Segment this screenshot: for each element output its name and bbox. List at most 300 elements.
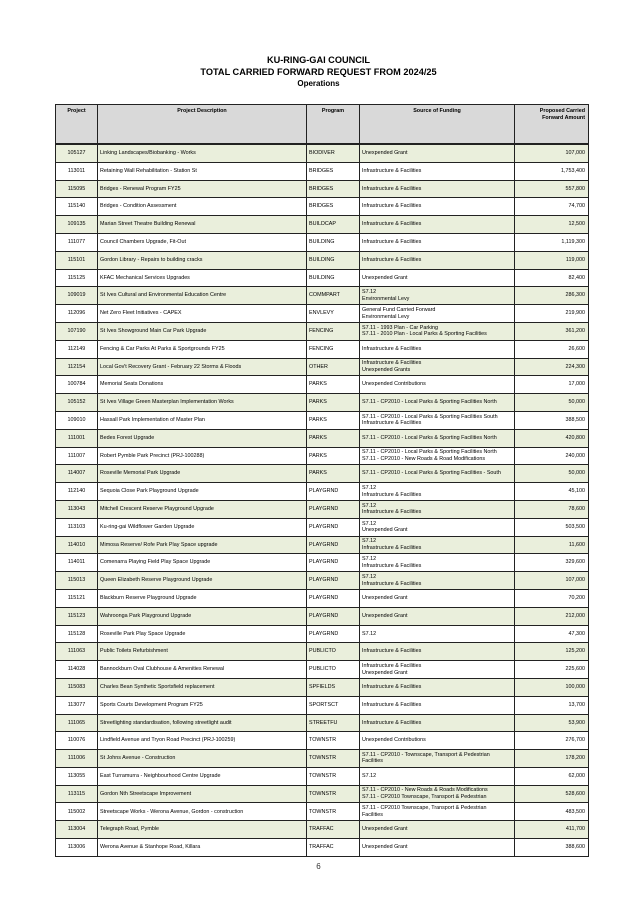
project-description-cell: Memorial Seats Donations (98, 376, 307, 394)
project-description-cell: Werona Avenue & Stanhope Road, Killara (98, 839, 307, 857)
funding-source-cell (360, 803, 515, 821)
table-row (56, 411, 589, 429)
project-description-cell: Gordon Library - Repairs to building cracks (98, 251, 307, 269)
project-number-cell: 100784 (56, 376, 98, 394)
project-description-cell: Streetlighting standardisation, following streetlight audit (98, 714, 307, 732)
project-number-cell: 109019 (56, 287, 98, 305)
project-description-cell: KFAC Mechanical Services Upgrades (98, 269, 307, 287)
project-description-cell: Local Gov't Recovery Grant - February 22 Storms & Floods (98, 358, 307, 376)
program-cell: TOWNSTR (307, 750, 360, 768)
funding-source-cell (360, 821, 515, 839)
program-cell: FENCING (307, 340, 360, 358)
program-cell: TOWNSTR (307, 767, 360, 785)
project-number-cell: 109010 (56, 411, 98, 429)
project-description-cell: St Johns Avenue - Construction (98, 750, 307, 768)
funding-source-line: Unexpended Grants (362, 366, 411, 373)
program-cell: COMMPART (307, 287, 360, 305)
project-description-cell: Retaining Wall Rehabilitation - Station St (98, 162, 307, 180)
amount-cell: 225,600 (515, 661, 589, 679)
amount-cell: 329,600 (515, 554, 589, 572)
program-cell: PLAYGRND (307, 518, 360, 536)
table-header-row (56, 105, 589, 145)
funding-source-cell (360, 839, 515, 857)
amount-header-line: Proposed Carried (539, 108, 585, 114)
funding-source-cell (360, 500, 515, 518)
program-cell: PLAYGRND (307, 554, 360, 572)
program-cell: OTHER (307, 358, 360, 376)
project-description-cell: Bridges - Condition Assessment (98, 198, 307, 216)
funding-source-cell (360, 287, 515, 305)
project-number-cell: 113077 (56, 696, 98, 714)
funding-source-line: Facilities (362, 758, 383, 765)
funding-source-line: Unexpended Grant (362, 669, 408, 676)
funding-source-line: S7.11 - CP2010 Townscape, Transport & Pedestrian (362, 805, 487, 812)
funding-source-line: Unexpended Grant (362, 844, 408, 851)
amount-cell: 74,700 (515, 198, 589, 216)
column-header-description: Project Description (98, 105, 307, 145)
amount-cell: 212,000 (515, 607, 589, 625)
funding-source-line: Infrastructure & Facilities (362, 221, 422, 228)
funding-source-cell (360, 767, 515, 785)
project-number-cell: 115101 (56, 251, 98, 269)
program-cell: BUILDING (307, 233, 360, 251)
program-cell: PLAYGRND (307, 572, 360, 590)
funding-source-line: S7.12 (362, 502, 377, 509)
project-description-cell: Hassall Park Implementation of Master Plan (98, 411, 307, 429)
amount-cell: 286,300 (515, 287, 589, 305)
project-number-cell: 115002 (56, 803, 98, 821)
funding-source-line: S7.12 (362, 556, 377, 563)
organisation-name: KU-RING-GAI COUNCIL (266, 55, 371, 65)
project-number-cell: 115095 (56, 180, 98, 198)
program-cell: SPFIELDS (307, 678, 360, 696)
table-row (56, 839, 589, 857)
funding-source-line: Unexpended Grant (362, 274, 408, 281)
funding-source-line: S7.12 (362, 484, 377, 491)
funding-source-cell (360, 785, 515, 803)
amount-cell: 17,000 (515, 376, 589, 394)
funding-source-line: S7.12 (362, 772, 377, 779)
amount-cell: 1,753,400 (515, 162, 589, 180)
table-row (56, 340, 589, 358)
project-description-cell: Lindfield Avenue and Tryon Road Precinct (PRJ-100259) (98, 732, 307, 750)
funding-source-cell (360, 269, 515, 287)
funding-source-line: Unexpended Grant (362, 595, 408, 602)
project-description-cell: Bannockburn Oval Clubhouse & Amenities Renewal (98, 661, 307, 679)
amount-cell: 503,500 (515, 518, 589, 536)
program-cell: PARKS (307, 376, 360, 394)
funding-source-line: Infrastructure & Facilities (362, 509, 422, 516)
funding-source-line: S7.11 - CP2010 Townscape, Transport & Pedestrian (362, 794, 487, 801)
amount-cell: 62,000 (515, 767, 589, 785)
program-cell: BUILDCAP (307, 216, 360, 234)
program-cell: BRIDGES (307, 180, 360, 198)
table-row (56, 714, 589, 732)
project-description-cell: Telegraph Road, Pymble (98, 821, 307, 839)
funding-source-cell (360, 607, 515, 625)
funding-source-line: Environmental Levy (362, 295, 410, 302)
table-row (56, 643, 589, 661)
table-row (56, 803, 589, 821)
funding-source-line: General Fund Carried Forward (362, 306, 436, 313)
table-row (56, 500, 589, 518)
table-row (56, 750, 589, 768)
program-cell: BUILDING (307, 251, 360, 269)
project-number-cell: 111063 (56, 643, 98, 661)
funding-source-line: S7.11 - CP2010 - Local Parks & Sporting Facilities North (362, 399, 497, 406)
funding-source-cell (360, 447, 515, 465)
project-description-cell: Queen Elizabeth Reserve Playground Upgrade (98, 572, 307, 590)
project-number-cell: 115128 (56, 625, 98, 643)
program-cell: PUBLICTO (307, 661, 360, 679)
project-description-cell: Mimosa Reserve/ Rofe Park Play Space upgrade (98, 536, 307, 554)
amount-cell: 240,000 (515, 447, 589, 465)
project-description-cell: Mitchell Crescent Reserve Playground Upgrade (98, 500, 307, 518)
project-number-cell: 115083 (56, 678, 98, 696)
funding-source-line: Infrastructure & Facilities (362, 719, 422, 726)
funding-source-line: Facilities (362, 811, 383, 818)
column-header-project: Project (56, 105, 98, 145)
funding-source-cell (360, 589, 515, 607)
funding-source-cell (360, 429, 515, 447)
funding-source-line: S7.12 (362, 520, 377, 527)
program-cell: PLAYGRND (307, 607, 360, 625)
project-description-cell: Wahroonga Park Playground Upgrade (98, 607, 307, 625)
amount-cell: 78,600 (515, 500, 589, 518)
funding-source-line: Infrastructure & Facilities (362, 203, 422, 210)
funding-source-cell (360, 162, 515, 180)
funding-source-line: S7.11 - 1993 Plan - Car Parking (362, 324, 439, 331)
amount-cell: 420,800 (515, 429, 589, 447)
program-cell: TOWNSTR (307, 732, 360, 750)
project-description-cell: Gordon Nth Streetscape Improvement (98, 785, 307, 803)
program-cell: ENVLEVY (307, 305, 360, 323)
amount-cell: 178,200 (515, 750, 589, 768)
table-row (56, 554, 589, 572)
project-number-cell: 109135 (56, 216, 98, 234)
project-description-cell: Sequoia Close Park Playground Upgrade (98, 483, 307, 501)
project-description-cell: Bridges - Renewal Program FY25 (98, 180, 307, 198)
funding-source-line: S7.12 (362, 538, 377, 545)
project-description-cell: Comenarra Playing Field Play Space Upgrade (98, 554, 307, 572)
document-header (0, 54, 637, 89)
project-number-cell: 105152 (56, 394, 98, 412)
project-description-cell: Marian Street Theatre Building Renewal (98, 216, 307, 234)
project-description-cell: Linking Landscapes/Biobanking - Works (98, 144, 307, 162)
table-row (56, 287, 589, 305)
project-number-cell: 115123 (56, 607, 98, 625)
funding-source-cell (360, 340, 515, 358)
program-cell: TRAFFAC (307, 839, 360, 857)
amount-cell: 70,200 (515, 589, 589, 607)
program-cell: BIODIVER (307, 144, 360, 162)
project-description-cell: Charles Bean Synthetic Sportsfield replacement (98, 678, 307, 696)
table-row (56, 607, 589, 625)
project-description-cell: Council Chambers Upgrade, Fit-Out (98, 233, 307, 251)
table-row (56, 180, 589, 198)
funding-source-cell (360, 732, 515, 750)
funding-source-cell (360, 198, 515, 216)
table-row (56, 429, 589, 447)
table-body (56, 144, 589, 856)
funding-source-cell (360, 554, 515, 572)
funding-source-cell (360, 233, 515, 251)
table-row (56, 233, 589, 251)
carried-forward-table (55, 104, 589, 857)
program-cell: SPORTSCT (307, 696, 360, 714)
funding-source-line: Infrastructure & Facilities (362, 562, 422, 569)
project-number-cell: 111007 (56, 447, 98, 465)
table-row (56, 322, 589, 340)
funding-source-cell (360, 518, 515, 536)
table-row (56, 216, 589, 234)
funding-source-line: Infrastructure & Facilities (362, 701, 422, 708)
amount-cell: 50,000 (515, 394, 589, 412)
amount-cell: 361,200 (515, 322, 589, 340)
funding-source-cell (360, 750, 515, 768)
amount-cell: 107,000 (515, 144, 589, 162)
program-cell: PLAYGRND (307, 589, 360, 607)
funding-source-line: Infrastructure & Facilities (362, 648, 422, 655)
funding-source-line: Infrastructure & Facilities (362, 256, 422, 263)
table-row (56, 376, 589, 394)
funding-source-line: Infrastructure & Facilities (362, 580, 422, 587)
project-number-cell: 112149 (56, 340, 98, 358)
program-cell: PARKS (307, 429, 360, 447)
page-title: TOTAL CARRIED FORWARD REQUEST FROM 2024/25 (200, 67, 437, 77)
amount-cell: 100,000 (515, 678, 589, 696)
program-cell: BUILDING (307, 269, 360, 287)
project-description-cell: Blackburn Reserve Playground Upgrade (98, 589, 307, 607)
project-description-cell: Fencing & Car Parks At Parks & Sportgrounds FY25 (98, 340, 307, 358)
table-row (56, 661, 589, 679)
project-description-cell: St Ives Showground Main Car Park Upgrade (98, 322, 307, 340)
table-row (56, 305, 589, 323)
funding-source-cell (360, 180, 515, 198)
funding-source-cell (360, 465, 515, 483)
program-cell: TOWNSTR (307, 785, 360, 803)
funding-source-cell (360, 358, 515, 376)
program-cell: PUBLICTO (307, 643, 360, 661)
project-number-cell: 114010 (56, 536, 98, 554)
funding-source-line: Infrastructure & Facilities (362, 684, 422, 690)
project-number-cell: 112140 (56, 483, 98, 501)
project-number-cell: 111077 (56, 233, 98, 251)
project-description-cell: Net Zero Fleet Initiatives - CAPEX (98, 305, 307, 323)
amount-cell: 11,600 (515, 536, 589, 554)
funding-source-line: S7.11 - CP2010 - New Roads & Roads Modifications (362, 787, 488, 794)
program-cell: PARKS (307, 394, 360, 412)
amount-cell: 125,200 (515, 643, 589, 661)
table-row (56, 767, 589, 785)
project-number-cell: 113055 (56, 767, 98, 785)
table-row (56, 251, 589, 269)
column-header-program: Program (307, 105, 360, 145)
funding-source-cell (360, 536, 515, 554)
amount-cell: 50,000 (515, 465, 589, 483)
funding-source-cell (360, 376, 515, 394)
amount-cell: 107,000 (515, 572, 589, 590)
amount-cell: 53,900 (515, 714, 589, 732)
project-description-cell: St Ives Cultural and Environmental Education Centre (98, 287, 307, 305)
amount-cell: 45,100 (515, 483, 589, 501)
table-row (56, 696, 589, 714)
amount-cell: 13,700 (515, 696, 589, 714)
project-description-cell: Ku-ring-gai Wildflower Garden Upgrade (98, 518, 307, 536)
funding-source-line: Infrastructure & Facilities (362, 345, 422, 352)
project-number-cell: 115121 (56, 589, 98, 607)
funding-source-line: S7.12 (362, 630, 377, 637)
funding-source-line: Unexpended Contributions (362, 381, 426, 388)
funding-source-line: S7.11 - CP2010 - Local Parks & Sporting Facilities - South (362, 470, 501, 477)
project-description-cell: Streetscape Works - Werona Avenue, Gordon - construction (98, 803, 307, 821)
program-cell: PARKS (307, 411, 360, 429)
funding-source-line: Infrastructure & Facilities (362, 185, 422, 192)
project-description-cell: East Turramurra - Neighbourhood Centre Upgrade (98, 767, 307, 785)
amount-cell: 1,119,300 (515, 233, 589, 251)
project-description-cell: Sports Courts Development Program FY25 (98, 696, 307, 714)
program-cell: PLAYGRND (307, 483, 360, 501)
project-number-cell: 113115 (56, 785, 98, 803)
funding-source-line: Infrastructure & Facilities (362, 167, 422, 174)
project-number-cell: 115013 (56, 572, 98, 590)
project-number-cell: 105127 (56, 144, 98, 162)
project-number-cell: 113103 (56, 518, 98, 536)
table-row (56, 144, 589, 162)
amount-cell: 47,300 (515, 625, 589, 643)
funding-source-cell (360, 144, 515, 162)
funding-source-line: S7.12 (362, 289, 377, 296)
program-cell: STREETFU (307, 714, 360, 732)
funding-source-line: Infrastructure & Facilities (362, 662, 422, 669)
project-number-cell: 114007 (56, 465, 98, 483)
funding-source-cell (360, 696, 515, 714)
project-number-cell: 112096 (56, 305, 98, 323)
table-row (56, 732, 589, 750)
page-number: 6 (316, 862, 321, 871)
amount-cell: 82,400 (515, 269, 589, 287)
column-header-amount (515, 105, 589, 145)
amount-cell: 12,500 (515, 216, 589, 234)
funding-source-line: Infrastructure & Facilities (362, 239, 422, 246)
funding-source-line: S7.11 - CP2010 - Townscape, Transport & Pedestrian (362, 751, 490, 758)
table-row (56, 625, 589, 643)
funding-source-cell (360, 411, 515, 429)
project-number-cell: 114011 (56, 554, 98, 572)
funding-source-cell (360, 572, 515, 590)
funding-source-cell (360, 305, 515, 323)
project-number-cell: 113011 (56, 162, 98, 180)
table-row (56, 483, 589, 501)
project-number-cell: 110076 (56, 732, 98, 750)
column-header-funding: Source of Funding (360, 105, 515, 145)
project-number-cell: 111065 (56, 714, 98, 732)
amount-cell: 483,500 (515, 803, 589, 821)
project-number-cell: 113004 (56, 821, 98, 839)
amount-cell: 388,600 (515, 839, 589, 857)
page-subtitle: Operations (297, 79, 340, 88)
project-number-cell: 114028 (56, 661, 98, 679)
table-row (56, 785, 589, 803)
table-row (56, 358, 589, 376)
program-cell: BRIDGES (307, 198, 360, 216)
project-number-cell: 113006 (56, 839, 98, 857)
program-cell: PARKS (307, 447, 360, 465)
program-cell: PLAYGRND (307, 625, 360, 643)
table-row (56, 394, 589, 412)
table-row (56, 589, 589, 607)
funding-source-line: Infrastructure & Facilities (362, 544, 422, 551)
program-cell: TOWNSTR (307, 803, 360, 821)
funding-source-line: Environmental Levy (362, 313, 410, 320)
program-cell: PLAYGRND (307, 500, 360, 518)
amount-cell: 528,600 (515, 785, 589, 803)
project-number-cell: 113043 (56, 500, 98, 518)
funding-source-cell (360, 625, 515, 643)
funding-source-line: Infrastructure & Facilities (362, 420, 422, 427)
table-row (56, 572, 589, 590)
funding-source-line: Unexpended Grant (362, 612, 408, 619)
funding-source-cell (360, 483, 515, 501)
amount-header-line: Forward Amount (542, 115, 585, 121)
funding-source-line: S7.11 - CP2010 - New Roads & Road Modifications (362, 455, 486, 462)
funding-source-line: Unexpended Grant (362, 150, 408, 157)
project-description-cell: Bedes Forest Upgrade (98, 429, 307, 447)
project-description-cell: St Ives Village Green Masterplan Implementation Works (98, 394, 307, 412)
funding-source-line: Unexpended Grant (362, 527, 408, 534)
table-row (56, 447, 589, 465)
program-cell: PLAYGRND (307, 536, 360, 554)
table-row (56, 465, 589, 483)
amount-cell: 219,900 (515, 305, 589, 323)
amount-cell: 224,300 (515, 358, 589, 376)
funding-source-line: Infrastructure & Facilities (362, 360, 422, 367)
table-row (56, 678, 589, 696)
funding-source-cell (360, 643, 515, 661)
funding-source-line: S7.11 - CP2010 - Local Parks & Sporting Facilities North (362, 449, 497, 456)
funding-source-line: S7.11 - 2010 Plan - Local Parks & Sporting Facilities (362, 331, 487, 338)
table-row (56, 269, 589, 287)
project-number-cell: 111006 (56, 750, 98, 768)
project-number-cell: 107190 (56, 322, 98, 340)
program-cell: FENCING (307, 322, 360, 340)
project-number-cell: 115140 (56, 198, 98, 216)
amount-cell: 26,600 (515, 340, 589, 358)
funding-source-cell (360, 394, 515, 412)
funding-source-line: S7.11 - CP2010 - Local Parks & Sporting Facilities South (362, 413, 498, 420)
project-number-cell: 112154 (56, 358, 98, 376)
program-cell: TRAFFAC (307, 821, 360, 839)
amount-cell: 276,700 (515, 732, 589, 750)
funding-source-cell (360, 678, 515, 696)
funding-source-line: Infrastructure & Facilities (362, 491, 422, 498)
funding-source-line: S7.11 - CP2010 - Local Parks & Sporting Facilities North (362, 434, 497, 441)
program-cell: PARKS (307, 465, 360, 483)
table-row (56, 198, 589, 216)
project-description-cell: Roseville Memorial Park Upgrade (98, 465, 307, 483)
amount-cell: 411,700 (515, 821, 589, 839)
funding-source-cell (360, 216, 515, 234)
program-cell: BRIDGES (307, 162, 360, 180)
amount-cell: 388,500 (515, 411, 589, 429)
funding-source-line: Unexpended Grant (362, 826, 408, 833)
project-description-cell: Public Toilets Refurbishment (98, 643, 307, 661)
table-row (56, 536, 589, 554)
funding-source-line: Unexpended Contributions (362, 737, 426, 744)
funding-source-cell (360, 322, 515, 340)
funding-source-cell (360, 251, 515, 269)
amount-cell: 557,800 (515, 180, 589, 198)
